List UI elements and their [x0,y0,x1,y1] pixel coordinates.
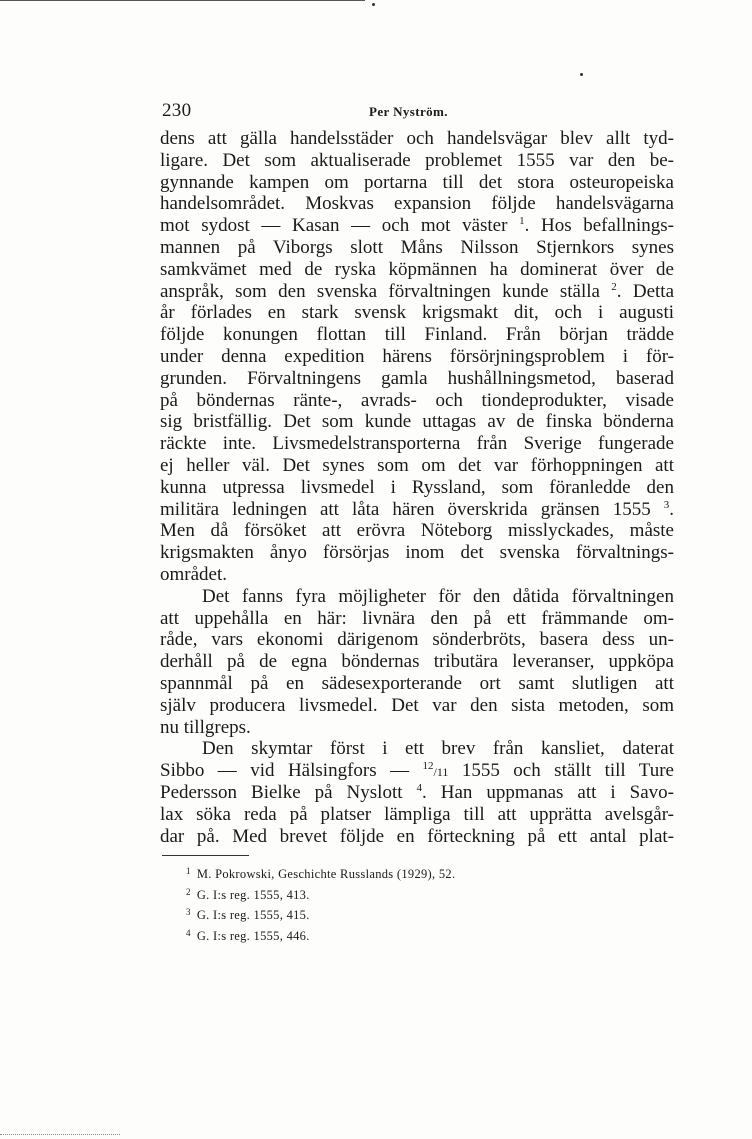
footnote [186,863,606,884]
text-run: mot sydost — Kasan — och mot väster [160,215,520,237]
footnote-reference: 12 [422,760,434,773]
text-line [160,673,674,695]
text-line [160,826,674,848]
footnote-mark: 2 [186,886,191,897]
text-line [160,346,674,368]
text-run: räckte inte. Livsmedelstransporterna från Sverige fungerade [160,433,674,455]
text-line [160,411,674,433]
text-run: anspråk, som den svenska förvaltningen kunde ställa [160,280,612,302]
text-run: ej heller väl. Det synes som om det var förhoppningen att [160,454,674,476]
text-line [160,433,674,455]
page-number: 230 [162,100,192,121]
text-line [160,324,674,346]
text-run: på böndernas ränte-, avrads- och tiondeprodukter, visade [160,389,674,411]
footnote-mark: 3 [186,907,191,917]
footnote-separator [162,855,249,856]
text-line [160,695,674,717]
text-line [160,520,674,542]
text-line [160,586,674,608]
text-line [160,499,674,521]
page-header [162,100,672,122]
text-run: år förlades en stark svensk krigsmakt dit, och i augusti [160,302,674,324]
text-run: gynnande kampen om portarna till det stora osteuropeiska [160,171,674,193]
text-run: . Han uppmanas att i Savo- [422,781,674,803]
text-run: grunden. Förvaltningens gamla hushållningsmetod, baserad [160,367,674,389]
footnotes [186,863,606,945]
text-line [160,172,674,194]
text-run: Sibbo — vid Hälsingfors — [160,760,423,782]
text-run: derhåll på de egna böndernas tributära leveranser, uppköpa [160,651,674,673]
text-line [160,477,674,499]
text-run: själv producera livsmedel. Det var den sista metoden, som [160,694,674,716]
text-run: nu tillgreps. [160,716,251,738]
text-run: att uppehålla en här: livnära den på ett främmande om- [160,607,674,629]
text-run: . Detta [616,280,675,302]
text-line [160,259,674,281]
footnote-reference: 2 [611,280,617,293]
footnote-reference: 4 [416,781,422,794]
footnote-reference: 1 [519,215,525,228]
text-line [160,804,674,826]
text-line [160,455,674,477]
text-run: Det fanns fyra möjligheter för den dåtida förvaltningen [202,585,674,607]
text-run: sig bristfällig. Det som kunde uttagas av de finska bönderna [160,411,674,433]
footnote-reference: 3 [663,498,670,511]
text-run: dens att gälla handelsstäder och handelsvägar blev allt tyd- [160,128,674,149]
text-run: dar på. Med brevet följde en förteckning på ett antal plat- [160,825,674,847]
text-line [160,651,674,673]
text-line [160,150,674,172]
text-line [160,760,674,782]
text-line [160,368,674,390]
scan-speck [372,3,375,6]
text-run: krigsmakten ånyo försörjas inom det svenska förvaltnings- [160,542,674,564]
text-line [160,390,674,412]
text-line [160,717,674,739]
text-run: mannen på Viborgs slott Måns Nilsson Stjernkors synes [160,236,674,258]
footnote [186,925,606,946]
footnote [186,904,606,925]
footnote-text: G. I:s reg. 1555, 446. [196,928,310,943]
footnote-mark: 4 [186,927,191,938]
text-run: Den skymtar först i ett brev från kansliet, daterat [202,738,674,760]
text-run: handelsområdet. Moskvas expansion följde handelsvägarna [160,193,674,215]
text-run: råde, vars ekonomi därigenom sönderbröts, basera dess un- [160,629,674,651]
text-run: följde konungen flottan till Finland. Från början trädde [160,324,674,346]
text-run: kunna utpressa livsmedel i Ryssland, som föranledde den [160,476,674,498]
text-run: samkvämet med de ryska köpmännen ha dominerat över de [160,258,674,280]
running-head: Per Nyström. [369,104,448,119]
text-line [160,564,674,586]
text-run: spannmål på en sädesexporterande ort samt slutligen att [160,672,674,694]
text-run: ligare. Det som aktualiserade problemet 1555 var den be- [160,149,674,171]
footnote-text: G. I:s reg. 1555, 415. [196,908,310,922]
text-run: 1555 och ställt till Ture [448,760,674,782]
text-line [160,215,674,237]
scan-speck [580,73,583,76]
text-run: . [669,498,674,520]
text-line [160,629,674,651]
text-line [160,128,674,150]
text-line [160,542,674,564]
text-line [160,193,674,215]
text-run: . Hos befallnings- [524,215,674,237]
text-line [160,738,674,760]
text-line [160,302,674,324]
text-run: Pedersson Bielke på Nyslott [160,781,417,803]
footnote-text: M. Pokrowski, Geschichte Russlands (1929), 52. [196,867,456,881]
bottom-scan-edge [0,1134,120,1135]
text-run: militära ledningen att låta hären överskrida gränsen 1555 [160,498,664,520]
fraction-denominator: /11 [433,765,449,780]
text-line [160,608,674,630]
body-text [160,128,674,847]
text-line [160,782,674,804]
footnote-text: G. I:s reg. 1555, 413. [196,887,310,902]
text-run: Men då försöket att erövra Nöteborg misslyckades, måste [160,520,674,542]
footnote-mark: 1 [186,866,191,876]
footnote [186,884,606,905]
text-run: under denna expedition härens försörjningsproblem i för- [160,345,674,367]
text-line [160,281,674,303]
text-line [160,237,674,259]
top-scan-edge [0,0,365,1]
text-run: lax söka reda på platser lämpliga till att upprätta avelsgår- [160,803,674,825]
text-run: området. [160,563,228,585]
